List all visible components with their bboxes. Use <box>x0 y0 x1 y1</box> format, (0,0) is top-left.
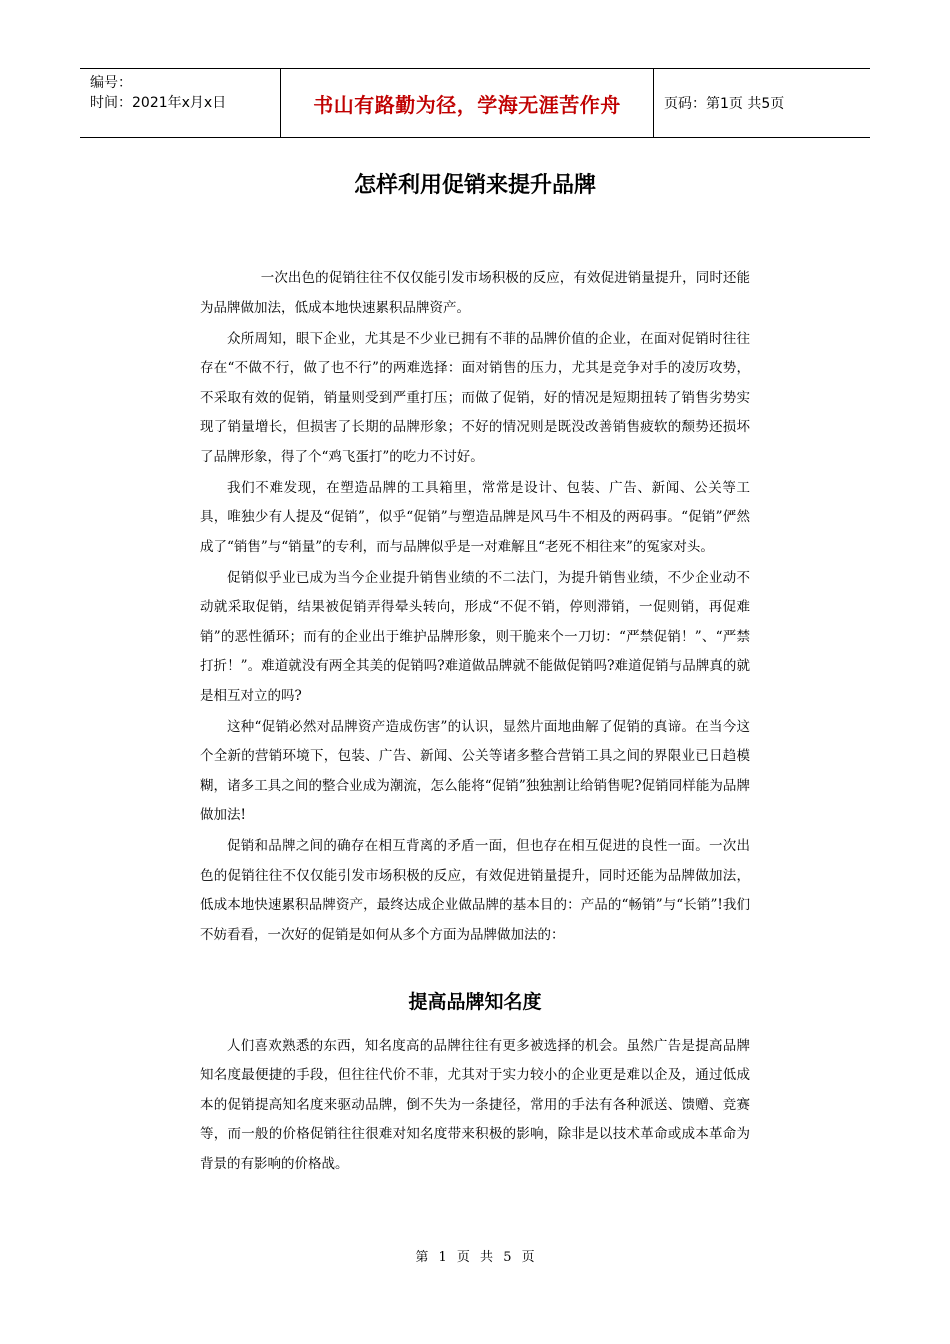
header-page-label: 页码：第1页 共5页 <box>664 96 785 112</box>
section-heading: 提高品牌知名度 <box>408 991 542 1013</box>
number-label: 编号： <box>90 75 132 91</box>
paragraph: 促销和品牌之间的确存在相互背离的矛盾一面，但也存在相互促进的良性一面。一次出色的促销往往不仅仅能引发市场积极的反应，有效促进销量提升，同时还能为品牌做加法，低成本地快速累积品牌资产，最终达成企业做品牌的基本目的：产品的“畅销”与“长销”!我们不妨看看，一次好的促销是如何从多个方面为品牌做加法的： <box>200 838 750 943</box>
paragraph: 一次出色的促销往往不仅仅能引发市场积极的反应，有效促进销量提升，同时还能为品牌做加法，低成本地快速累积品牌资产。 <box>200 270 750 316</box>
document-body <box>200 264 750 1181</box>
header-meta <box>80 69 280 137</box>
time-label: 时间：2021年x月x日 <box>90 95 227 111</box>
paragraph: 众所周知，眼下企业，尤其是不少业已拥有不菲的品牌价值的企业，在面对促销时往往存在“不做不行，做了也不行”的两难选择：面对销售的压力，尤其是竞争对手的凌厉攻势，不采取有效的促销，销量则受到严重打压；而做了促销，好的情况是短期扭转了销售劣势实现了销量增长，但损害了长期的品牌形象；不好的情况则是既没改善销售疲软的颓势还损坏了品牌形象，得了个“鸡飞蛋打”的吃力不讨好。 <box>200 330 750 465</box>
document-header <box>80 68 870 138</box>
document-title: 怎样利用促销来提升品牌 <box>353 173 596 198</box>
paragraph: 人们喜欢熟悉的东西，知名度高的品牌往往有更多被选择的机会。虽然广告是提高品牌知名度最便捷的手段，但往往代价不菲，尤其对于实力较小的企业更是难以企及，通过低成本的促销提高知名度来驱动品牌，倒不失为一条捷径，常用的手法有各种派送、馈赠、竞赛等，而一般的价格促销往往很难对知名度带来积极的影响，除非是以技术革命或成本革命为背景的有影响的价格战。 <box>200 1037 750 1172</box>
page-footer: 第 1 页 共 5 页 <box>415 1250 535 1265</box>
paragraph: 促销似乎业已成为当今企业提升销售业绩的不二法门，为提升销售业绩，不少企业动不动就采取促销，结果被促销弄得晕头转向，形成“不促不销，停则滞销，一促则销，再促难销”的恶性循环；而有的企业出于维护品牌形象，则干脆来个一刀切：“严禁促销！”、“严禁打折！”。难道就没有两全其美的促销吗?难道做品牌就不能做促销吗?难道促销与品牌真的就是相互对立的吗? <box>200 569 750 704</box>
paragraph: 这种“促销必然对品牌资产造成伤害”的认识，显然片面地曲解了促销的真谛。在当今这个全新的营销环境下，包装、广告、新闻、公关等诸多整合营销工具之间的界限业已日趋模糊，诸多工具之间的整合业成为潮流，怎么能将“促销”独独割让给销售呢?促销同样能为品牌做加法! <box>200 718 750 823</box>
paragraph: 我们不难发现，在塑造品牌的工具箱里，常常是设计、包装、广告、新闻、公关等工具，唯独少有人提及“促销”，似乎“促销”与塑造品牌是风马牛不相及的两码事。“促销”俨然成了“销售”与“销量”的专利，而与品牌似乎是一对难解且“老死不相往来”的冤家对头。 <box>200 479 750 555</box>
header-motto: 书山有路勤为径，学海无涯苦作舟 <box>280 69 654 137</box>
